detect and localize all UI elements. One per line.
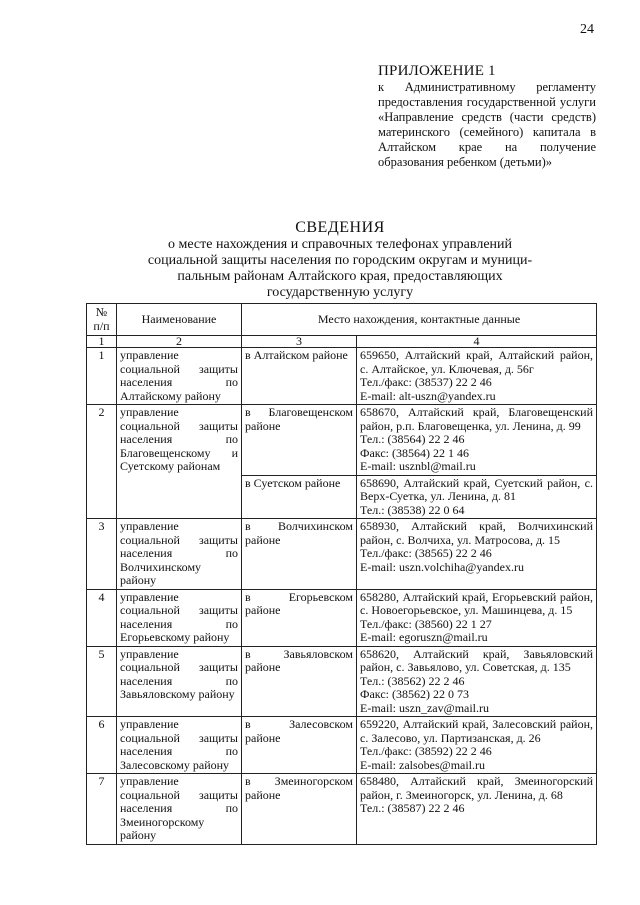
contact-line: Тел./факс: (38560) 22 1 27 [360,616,492,631]
contacts-cell [357,348,597,405]
contact-line: Тел.: (38587) 22 2 46 [360,801,465,815]
contacts-cell [357,589,597,646]
col-number: 4 [357,336,597,348]
title-line: о месте нахождения и справочных телефонах управлений [167,237,513,252]
header-location: Место нахождения, контактные данные [242,304,597,336]
contact-line: Тел./факс: (38565) 22 2 46 [360,546,492,560]
contacts-cell [357,717,597,774]
table-row [87,589,597,646]
column-number-row [87,336,597,348]
contact-line: Факс: (38562) 22 0 73 [360,687,469,701]
appendix-text: к Административному регламенту предоставления государственной услуги «Направление средств (части средств) материнского (семейного) капитала в Алтайском крае на получение образования ребенком (детьми)» [378,80,596,169]
contact-line: Тел.: (38538) 22 0 64 [360,502,465,517]
table-row [87,646,597,717]
col-number: 3 [242,336,357,348]
contact-line: 658480, Алтайский край, Змеиногорский район, г. Змеиногорск, ул. Ленина, д. 68 [360,774,594,802]
contact-line: 658690, Алтайский край, Суетский район, с. Верх-Суетка, ул. Ленина, д. 81 [360,475,594,503]
contacts-cell [357,774,597,845]
document-title [100,218,580,301]
contacts-cell [357,519,597,590]
office-name: управление социальной защиты населения по Алтайскому району [117,348,242,405]
title-line: пальным районам Алтайского края, предоставляющих [177,269,503,284]
title-line: государственную услугу [266,285,414,300]
office-name: управление социальной защиты населения по Залесовскому району [117,717,242,774]
appendix-block [378,62,596,170]
row-number: 2 [87,405,117,519]
district-cell: в Благовещенском районе [242,405,357,476]
office-name: управление социальной защиты населения по Волчихинскому району [117,519,242,590]
contact-line: Факс: (38564) 22 1 46 [360,445,469,460]
district-cell: в Змеиногорском районе [242,774,357,845]
contacts-cell [357,405,597,476]
title-heading: СВЕДЕНИЯ [295,219,385,236]
district-cell: в Алтайском районе [242,348,357,405]
row-number: 4 [87,589,117,646]
appendix-heading: ПРИЛОЖЕНИЕ 1 [378,63,496,79]
table-row [87,774,597,845]
header-num: № п/п [87,304,117,336]
contact-line: 658280, Алтайский край, Егорьевский район, с. Новоегорьевское, ул. Машинцева, д. 15 [360,589,594,617]
table-row [87,717,597,774]
table-header-row [87,304,597,336]
contact-line: 659220, Алтайский край, Залесовский район, с. Залесово, ул. Партизанская, д. 26 [360,717,594,745]
page-number: 24 [580,22,594,37]
row-number: 6 [87,717,117,774]
contact-line: 658670, Алтайский край, Благовещенский район, р.п. Благовещенка, ул. Ленина, д. 99 [360,405,594,433]
contact-line: Тел./факс: (38592) 22 2 46 [360,744,492,758]
contact-line: E-mail: zalsobes@mail.ru [360,757,486,772]
table-row [87,405,597,476]
contact-line: 658620, Алтайский край, Завьяловский район, с. Завьялово, ул. Советская, д. 135 [360,646,594,674]
table-row [87,519,597,590]
contact-line: E-mail: usznbl@mail.ru [360,459,476,473]
office-name: управление социальной защиты населения по Благовещенскому и Суетскому районам [117,405,242,519]
row-number: 7 [87,774,117,845]
table-row [87,348,597,405]
col-number: 1 [87,336,117,348]
contact-line: Тел./факс: (38537) 22 2 46 [360,375,492,389]
row-number: 5 [87,646,117,717]
row-number: 3 [87,519,117,590]
district-cell: в Завьяловском районе [242,646,357,717]
district-cell: в Суетском районе [242,475,357,519]
contact-line: Тел.: (38564) 22 2 46 [360,432,465,446]
col-number: 2 [117,336,242,348]
contacts-cell [357,475,597,519]
title-line: социальной защиты населения по городским округам и муници- [147,253,533,268]
contact-line: 658930, Алтайский край, Волчихинский район, с. Волчиха, ул. Матросова, д. 15 [360,519,594,547]
contact-line: E-mail: uszn_zav@mail.ru [360,700,490,715]
offices-table [86,303,597,845]
office-name: управление социальной защиты населения по Змеиногорскому району [117,774,242,845]
header-name: Наименование [117,304,242,336]
row-number: 1 [87,348,117,405]
contact-line: E-mail: uszn.volchiha@yandex.ru [360,559,525,574]
office-name: управление социальной защиты населения по Завьяловскому району [117,646,242,717]
district-cell: в Залесовском районе [242,717,357,774]
contact-line: Тел.: (38562) 22 2 46 [360,673,465,688]
district-cell: в Волчихинском районе [242,519,357,590]
office-name: управление социальной защиты населения по Егорьевскому району [117,589,242,646]
contacts-cell [357,646,597,717]
contact-line: E-mail: egoruszn@mail.ru [360,630,488,644]
district-cell: в Егорьевском районе [242,589,357,646]
contact-line: E-mail: alt-uszn@yandex.ru [360,388,496,403]
contact-line: 659650, Алтайский край, Алтайский район, с. Алтайское, ул. Ключевая, д. 56г [360,348,594,376]
